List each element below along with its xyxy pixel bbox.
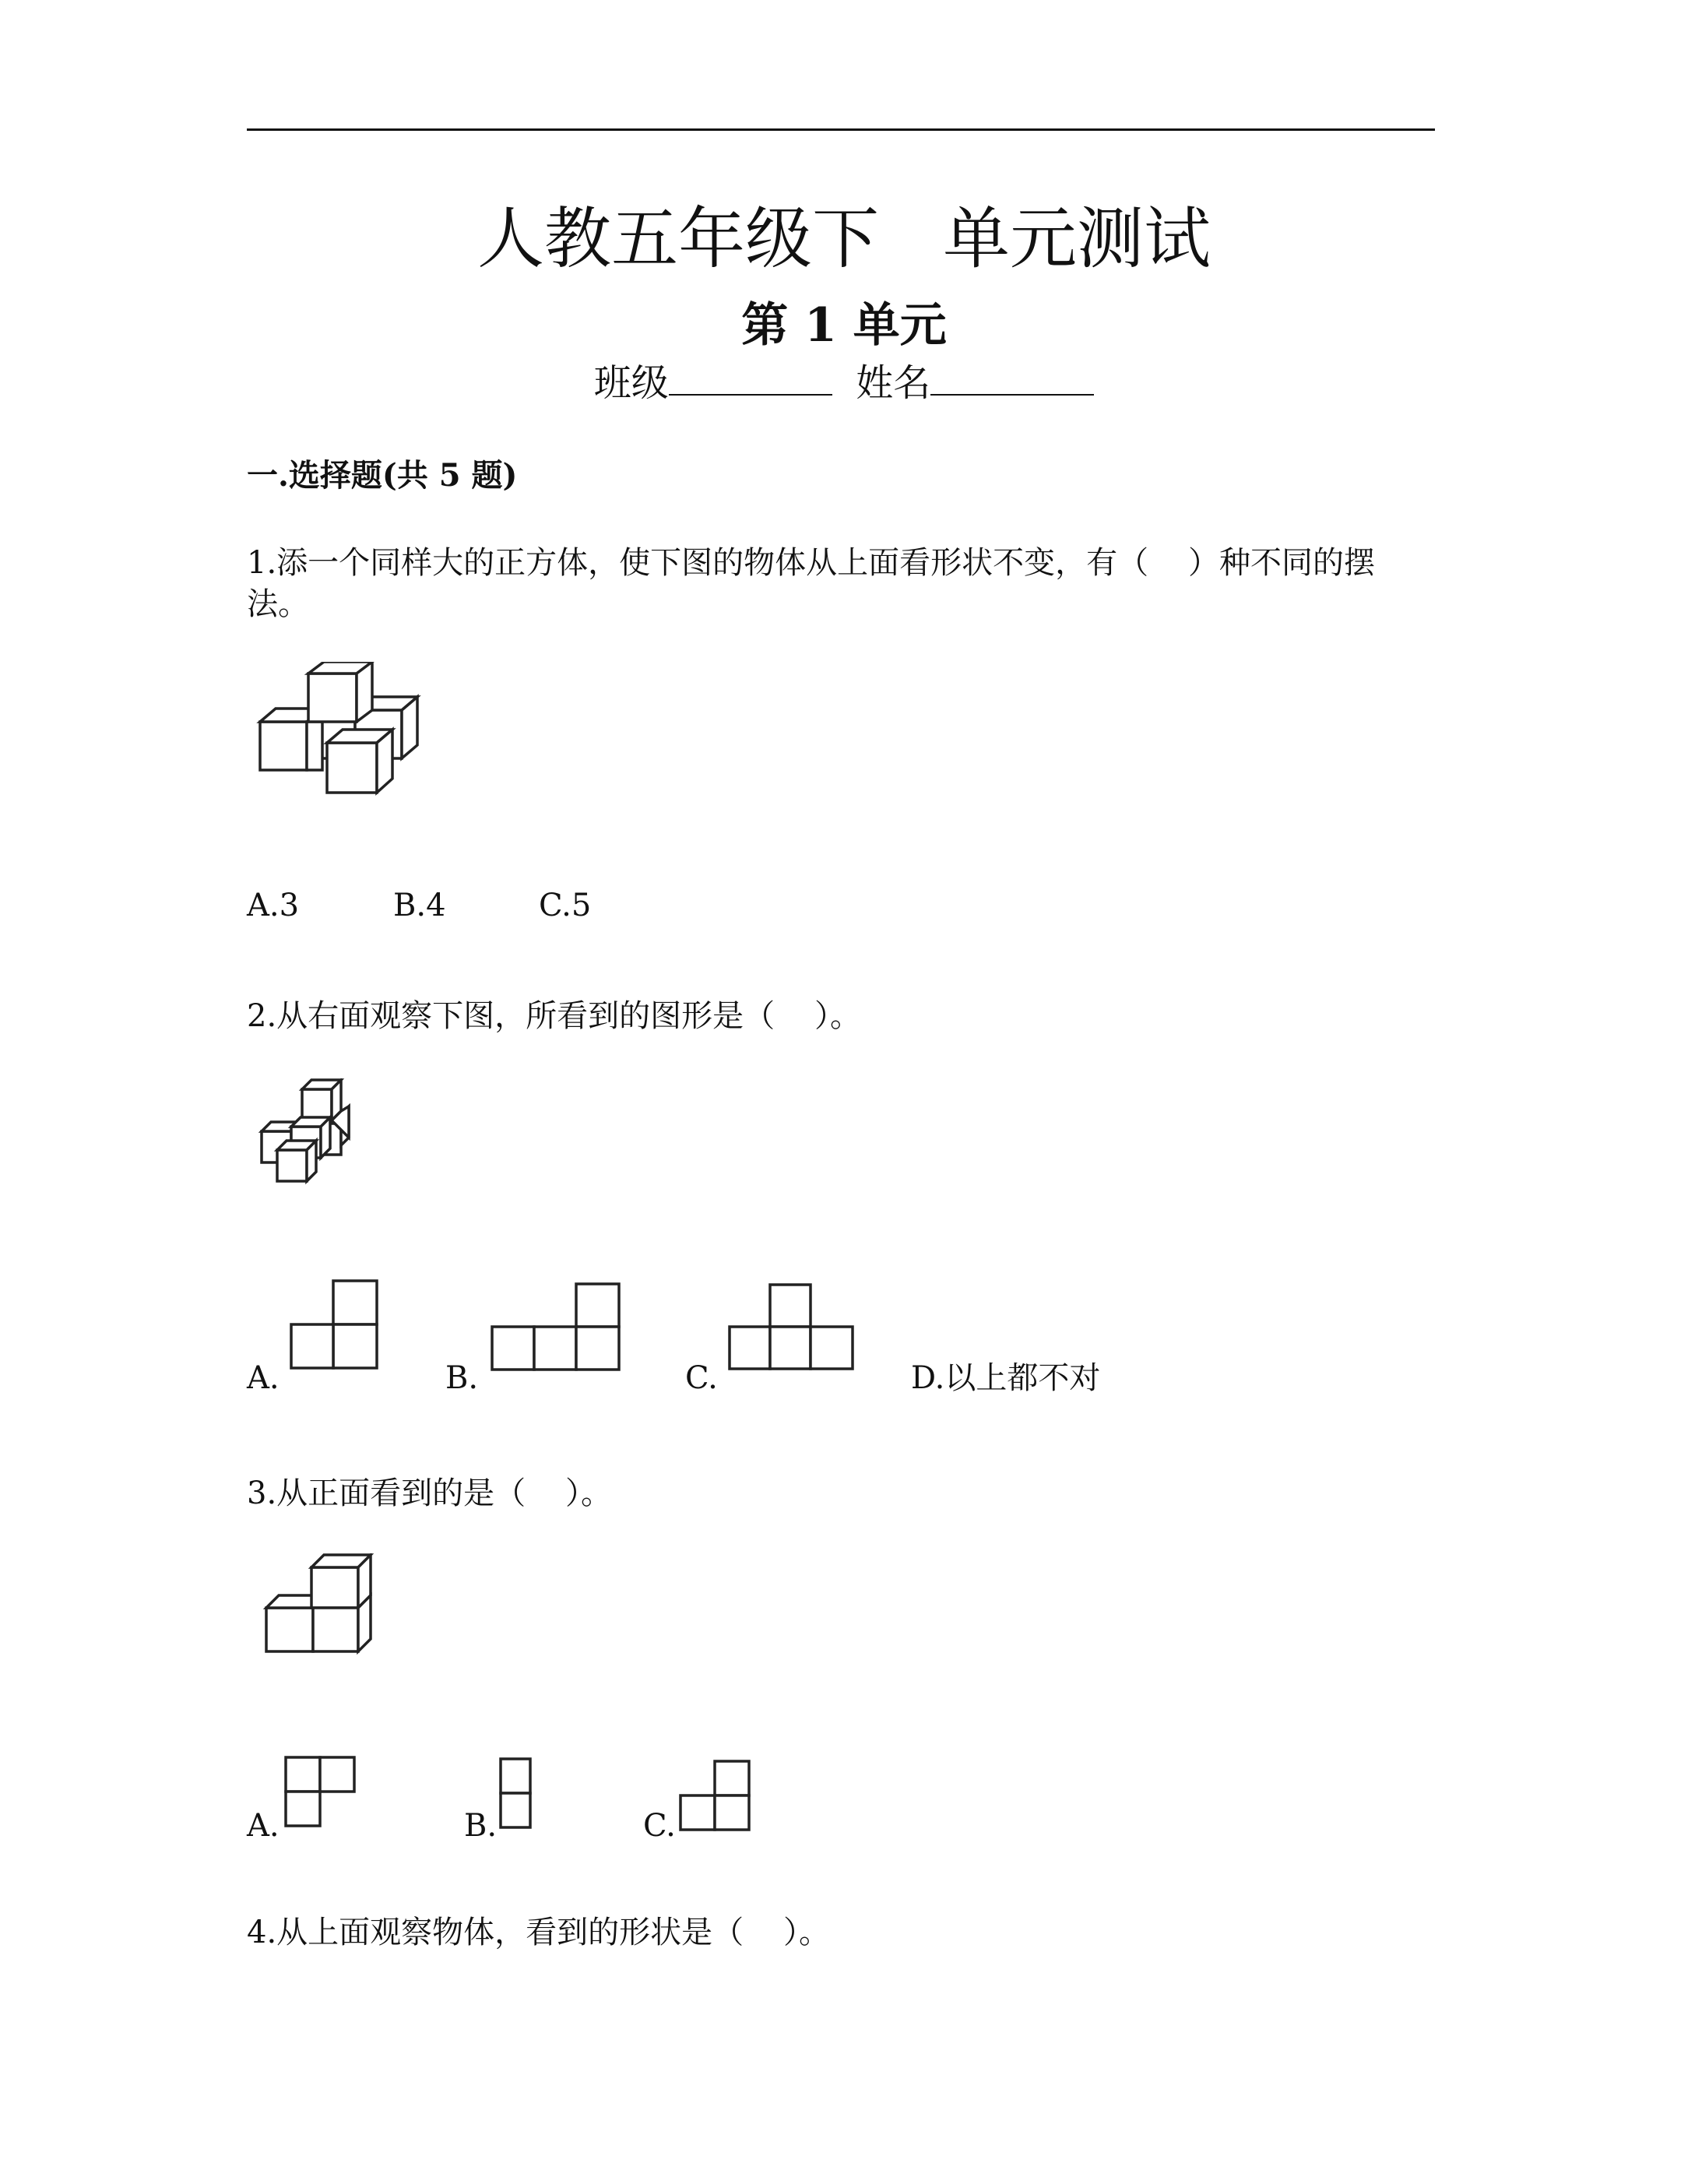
name-blank[interactable] — [930, 363, 1094, 396]
question-3-text: 3.从正面看到的是（ ）。 — [247, 1475, 613, 1511]
question-1-cube-figure — [249, 662, 428, 810]
q3-option-b-figure — [499, 1757, 535, 1832]
q2-option-b-figure — [491, 1282, 623, 1374]
unit-subtitle: 第 1 单元 — [741, 298, 947, 353]
q2-option-a-figure — [290, 1279, 382, 1370]
q1-option-c[interactable]: C.5 — [539, 888, 592, 923]
page-title: 人教五年级下 单元测试 — [477, 200, 1211, 278]
question-4-text: 4.从上面观察物体，看到的形状是（ ）。 — [247, 1915, 831, 1950]
q3-option-c-figure — [679, 1760, 755, 1833]
question-1-text-cont: 法。 — [247, 586, 309, 622]
q3-option-a-figure — [284, 1756, 359, 1831]
q2-option-c[interactable]: C. — [685, 1360, 718, 1396]
q2-option-d[interactable]: D.以上都不对 — [911, 1360, 1101, 1396]
q2-option-b[interactable]: B. — [445, 1360, 479, 1396]
q2-option-a[interactable]: A. — [247, 1360, 280, 1396]
section-heading: 一.选择题(共 5 题) — [247, 457, 518, 494]
q3-option-b[interactable]: B. — [464, 1808, 498, 1844]
question-3-cube-figure — [263, 1553, 380, 1655]
question-2-text: 2.从右面观察下图，所看到的图形是（ ）。 — [247, 998, 862, 1034]
student-info — [0, 358, 1688, 408]
question-2-cube-figure — [257, 1078, 358, 1187]
class-label: 班级 — [593, 361, 669, 405]
q1-option-b[interactable]: B.4 — [393, 888, 446, 923]
q3-option-c[interactable]: C. — [643, 1808, 676, 1844]
q1-option-a[interactable]: A.3 — [247, 888, 300, 923]
top-rule — [247, 128, 1435, 131]
name-label: 姓名 — [856, 361, 931, 405]
class-blank[interactable] — [669, 363, 832, 396]
q2-option-c-figure — [728, 1283, 856, 1372]
question-1-text: 1.添一个同样大的正方体，使下图的物体从上面看形状不变，有（ ）种不同的摆 — [247, 545, 1376, 581]
q3-option-a[interactable]: A. — [247, 1808, 280, 1844]
